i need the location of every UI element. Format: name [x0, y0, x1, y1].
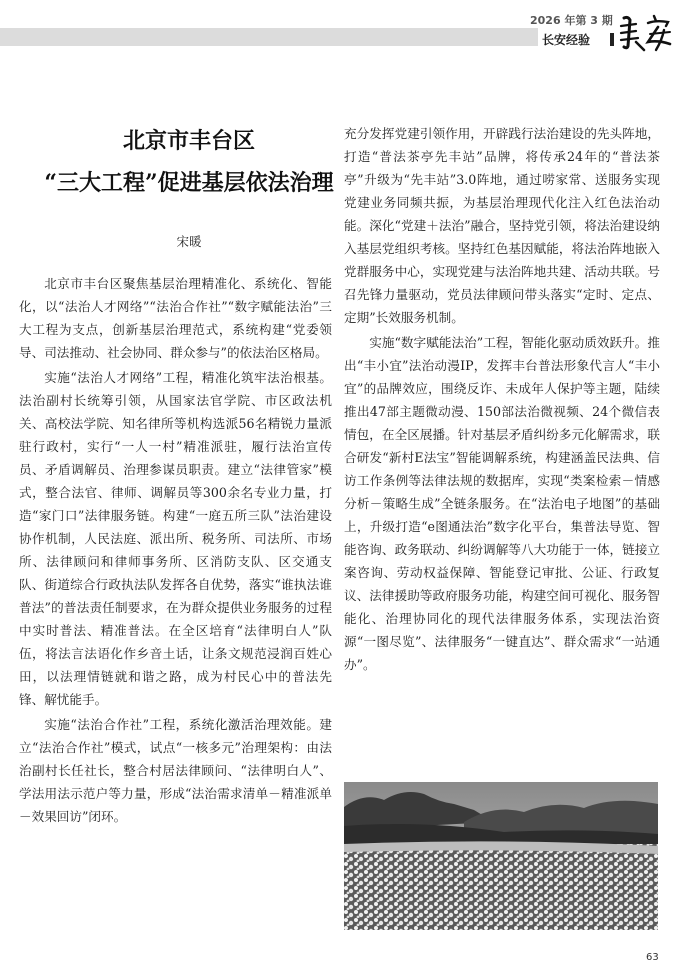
issue-label: 2026 年第 3 期: [530, 14, 613, 27]
paragraph: 北京市丰台区聚焦基层治理精准化、系统化、智能化，以“法治人才网络”“法治合作社”“数字赋能法治”三大工程为支点，创新基层治理范式，系统构建“党委领导、司法推动、社会协同、群众参与”的依法治区格局。: [19, 276, 332, 360]
right-column: [344, 122, 660, 676]
paragraph: 实施“数字赋能法治”工程，智能化驱动质效跃升。推出“丰小宜”法治动漫IP，发挥丰台普法形象代言人“丰小宜”的品牌效应，围绕反诈、未成年人保护等主题，陆续推出47部主题微动漫、150部法治微视频、24个微信表情包，在全区展播。针对基层矛盾纠纷多元化解需求，联合研发“新村E法宝”智能调解系统，构建涵盖民法典、信访工作条例等法律法规的数据库，实现“类案检索－情感分析－策略生成”全链条服务。在“法治电子地图”的基础上，升级打造“e图通法治”数字化平台，集普法导览、智能咨询、政务联动、纠纷调解等八大功能于一体，链接立案咨询、劳动权益保障、智能登记审批、公证、行政复议、法律援助等政府服务功能，构建空间可视化、服务智能化、治理协同化的现代法律服务体系，实现法治资源“一图尽览”、法律服务“一键直达”、群众需求“一站通办”。: [344, 335, 660, 672]
header-separator: [610, 33, 614, 46]
rapeseed-field-photo: [344, 782, 658, 930]
article-author: 宋暖: [176, 234, 202, 249]
paragraph: 实施“法治合作社”工程，系统化激活治理效能。建立“法治合作社”模式，试点“一核多元”治理架构：由法治副村长任社长，整合村居法律顾问、“法律明白人”、学法用法示范户等力量，形成“法治需求清单－精准派单－效果回访”闭环。: [19, 717, 332, 824]
left-column: [19, 272, 332, 828]
header-band: [0, 28, 538, 46]
page-number: 63: [646, 952, 659, 963]
publication-logo: [618, 12, 674, 52]
article-title-line-1: 北京市丰台区: [122, 128, 255, 154]
section-label: 长安经验: [542, 33, 591, 47]
paragraph: 实施“法治人才网络”工程，精准化筑牢法治根基。法治副村长统筹引领，从国家法官学院、市区政法机关、高校法学院、知名律所等机构选派56名精锐力量派驻行政村，实行“一人一村”精准派驻，履行法治宣传员、矛盾调解员、治理参谋员职责。建立“法律管家”模式，整合法官、律师、调解员等300余名专业力量，打造“家门口”法律服务链。构建“一庭五所三队”法治建设协作机制，人民法庭、派出所、税务所、司法所、市场所、法律顾问和律师事务所、区消防支队、区交通支队、街道综合行政执法队发挥各自优势，落实“谁执法谁普法”的普法责任制要求，在为群众提供业务服务的过程中实时普法、精准普法。在全区培育“法律明白人”队伍，将法言法语化作乡音土话，让条文规范浸润百姓心田，以法理情链就和谐之路，成为村民心中的普法先锋、解忧能手。: [19, 370, 332, 707]
paragraph: 充分发挥党建引领作用，开辟践行法治建设的先头阵地，打造“普法茶亭先丰站”品牌，将传承24年的“普法茶亭”升级为“先丰站”3.0阵地，通过唠家常、送服务实现党建业务同频共振，为基层治理现代化注入红色法治动能。深化“党建＋法治”融合，坚持党引领，将法治建设纳入基层党组织考核。坚持红色基因赋能，将法治阵地嵌入党群服务中心，实现党建与法治阵地共建、活动共联。号召先锋力量驱动，党员法律顾问带头落实“定时、定点、定期”长效服务机制。: [344, 126, 660, 325]
article-title-line-2: “三大工程”促进基层依法治理: [44, 170, 334, 196]
